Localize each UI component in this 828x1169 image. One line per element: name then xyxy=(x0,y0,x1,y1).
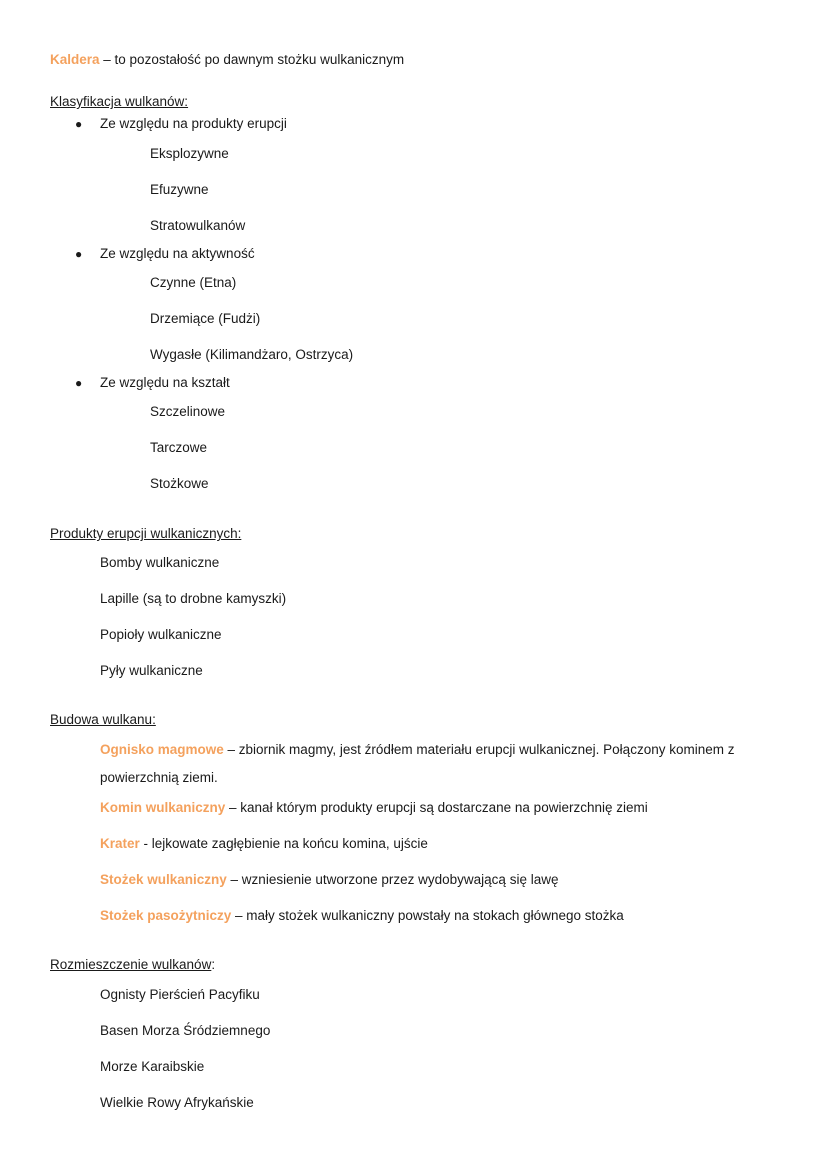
list-item: Eksplozywne xyxy=(150,146,229,161)
bullet-icon: ● xyxy=(75,247,83,261)
list-item: Stożkowe xyxy=(150,476,209,491)
list-item: Efuzywne xyxy=(150,182,209,197)
definition: - lejkowate zagłębienie na końcu komina, ujście xyxy=(139,836,428,851)
list-item: Szczelinowe xyxy=(150,404,226,419)
produkty-heading: Produkty erupcji wulkanicznych: xyxy=(50,526,242,541)
group-label-produkty: Ze względu na produkty erupcji xyxy=(100,116,287,131)
kaldera-definition: – to pozostałość po dawnym stożku wulkanicznym xyxy=(99,52,405,67)
list-item: Stratowulkanów xyxy=(150,218,246,233)
kaldera-term: Kaldera xyxy=(50,52,100,67)
list-item: Bomby wulkaniczne xyxy=(100,555,220,570)
definition: – zbiornik magmy, jest źródłem materiału erupcji wulkanicznej. Połączony kominem z xyxy=(223,742,735,757)
term: Stożek pasożytniczy xyxy=(100,908,232,923)
term: Krater xyxy=(100,836,140,851)
bullet-icon: ● xyxy=(75,376,83,390)
list-item: Ognisty Pierścień Pacyfiku xyxy=(100,987,260,1002)
group-label-ksztalt: Ze względu na kształt xyxy=(100,375,230,390)
definition: – kanał którym produkty erupcji są dostarczane na powierzchnię ziemi xyxy=(225,800,648,815)
definition: – mały stożek wulkaniczny powstały na stokach głównego stożka xyxy=(231,908,624,923)
list-item: Czynne (Etna) xyxy=(150,275,237,290)
kaldera-line xyxy=(50,51,404,69)
term: Ognisko magmowe xyxy=(100,742,224,757)
term: Stożek wulkaniczny xyxy=(100,872,227,887)
list-item: Morze Karaibskie xyxy=(100,1059,205,1074)
list-item: Wielkie Rowy Afrykańskie xyxy=(100,1095,254,1110)
group-label-aktywnosc: Ze względu na aktywność xyxy=(100,246,255,261)
rozmieszczenie-heading-text: Rozmieszczenie wulkanów xyxy=(50,957,212,972)
list-item: Tarczowe xyxy=(150,440,208,455)
budowa-heading: Budowa wulkanu: xyxy=(50,712,156,727)
budowa-item-stozek xyxy=(100,871,558,889)
bullet-icon: ● xyxy=(75,117,83,131)
definition: – wzniesienie utworzone przez wydobywającą się lawę xyxy=(226,872,559,887)
budowa-item-krater xyxy=(100,835,428,853)
budowa-item-ognisko xyxy=(100,741,734,759)
list-item: Wygasłe (Kilimandżaro, Ostrzyca) xyxy=(150,347,354,362)
term: Komin wulkaniczny xyxy=(100,800,226,815)
budowa-item-komin xyxy=(100,799,648,817)
rozmieszczenie-heading xyxy=(50,956,215,974)
budowa-item-stozek-pasozytniczy xyxy=(100,907,624,925)
budowa-item-ognisko-continuation: powierzchnią ziemi. xyxy=(100,770,218,785)
list-item: Pyły wulkaniczne xyxy=(100,663,203,678)
list-item: Popioły wulkaniczne xyxy=(100,627,222,642)
list-item: Drzemiące (Fudżi) xyxy=(150,311,261,326)
klasyfikacja-heading: Klasyfikacja wulkanów: xyxy=(50,94,189,109)
rozmieszczenie-heading-suffix: : xyxy=(211,957,216,972)
list-item: Lapille (są to drobne kamyszki) xyxy=(100,591,287,606)
list-item: Basen Morza Śródziemnego xyxy=(100,1023,271,1038)
